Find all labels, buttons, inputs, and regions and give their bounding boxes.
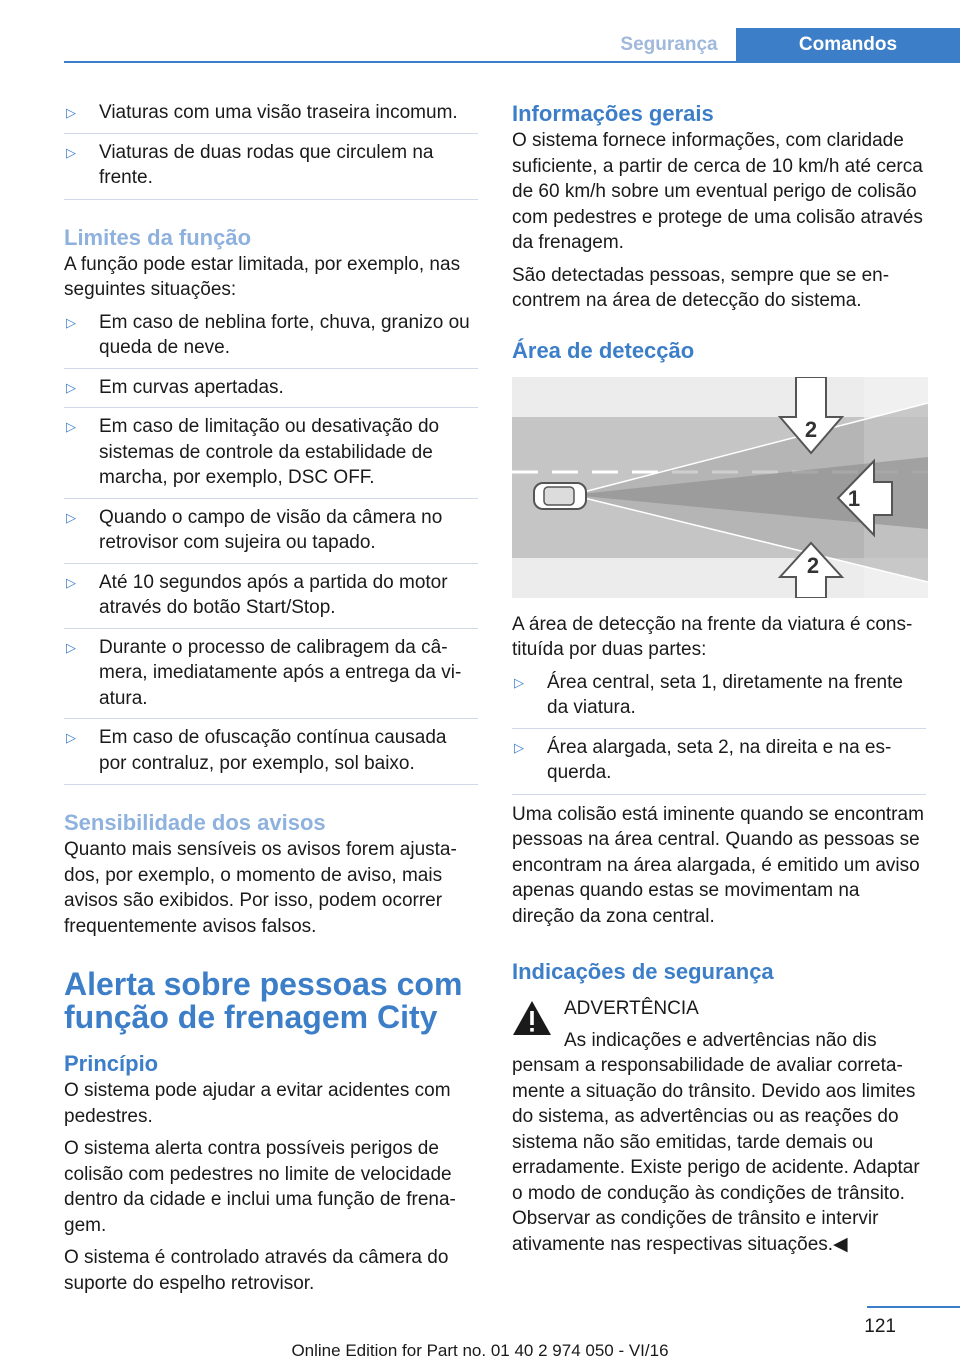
list-item: ▷ Quando o campo de visão da câmera no retrovisor com sujeira ou tapado. [64,498,478,556]
principle-p1: O sistema pode ajudar a evitar acidentes com pedestres. [64,1080,451,1127]
principle-p2: O sistema alerta contra possíveis perigos de colisão com pedestres no limite de velocidade dentro da cidade e inclui uma função de frenagem. [64,1138,456,1236]
warning-label: ADVERTÊNCIA [564,998,699,1019]
list-item: ▷ Em caso de limitação ou desativação do sistemas de controle da estabilidade de marcha, por exemplo, DSC OFF. [64,407,478,491]
left-column [64,100,478,1303]
list-item: ▷ Até 10 segundos após a partida do motor através do botão Start/Stop. [64,563,478,621]
list-item: ▷ Em caso de ofuscação contínua causada por contraluz, por exemplo, sol baixo. [64,718,478,785]
list-item: ▷ Viaturas de duas rodas que circulem na frente. [64,133,478,200]
section-heading-safety: Indicações de segurança [512,959,774,984]
warning-text: pensam a responsabilidade de avaliar corretamente a situação do trânsito. Devido aos limites do sistema, as advertências ou as reações do sistema não são emitidas, tarde demais ou erradamente. Existe perigo de acidente. Adaptar o modo de condução às condições de trânsito. Observar as condições de trânsito e intervir ativamente nas respectivas situações.◀ [512,1055,920,1255]
section-heading-info: Informações gerais [512,101,714,126]
section-heading-area: Área de detecção [512,337,695,363]
list-item: ▷ Área central, seta 1, diretamente na frente da viatura. [512,670,926,721]
header-rule [64,61,960,63]
section-heading-principle: Princípio [64,1051,159,1076]
edition-footer: Online Edition for Part no. 01 40 2 974 050 - VI/16 [291,1341,669,1360]
section-heading-limits: Limites da função [64,224,252,250]
sensitivity-text: Quanto mais sensíveis os avisos forem ajustados, por exemplo, o momento de aviso, mais avisos são exibidos. Por isso, podem ocorrer frequentemente avisos falsos. [64,839,457,937]
right-column [512,100,926,1264]
info-p2: São detectadas pessoas, sempre que se encontrem na área de detecção do sistema. [512,264,890,311]
list-item: ▷ Viaturas com uma visão traseira incomum. [64,100,478,126]
principle-p3: O sistema é controlado através da câmera do suporte do espelho retrovisor. [64,1247,449,1294]
warning-triangle-icon [512,1000,552,1036]
limits-intro: A função pode estar limitada, por exemplo, nas seguintes situações: [64,253,461,300]
list-item: ▷ Área alargada, seta 2, na direita e na esquerda. [512,728,926,795]
arrow-1-label: 1 [847,485,861,511]
list-item: ▷ Durante o processo de calibragem da câmera, imediatamente após a entrega da viatura. [64,628,478,712]
detection-area-figure [512,377,928,598]
detection-area-illustration [512,377,928,598]
tab-comandos[interactable]: Comandos [736,28,960,62]
warning-block [512,996,926,1053]
car-icon [534,483,586,509]
area-p2: Uma colisão está iminente quando se encontram pessoas na área central. Quando as pessoas se encontram na área alargada, é emitido um aviso apenas quando estas se movimentam na direção da zona central. [512,803,924,927]
header-tabs [602,28,960,62]
arrow-2-top-label: 2 [804,416,818,442]
list-item: ▷ Em caso de neblina forte, chuva, granizo ou queda de neve. [64,310,478,361]
area-p1: A área de detecção na frente da viatura é constituída por duas partes: [512,613,913,660]
list-item: ▷ Em curvas apertadas. [64,368,478,401]
section-heading-sensitivity: Sensibilidade dos avisos [64,810,326,835]
warning-first-line: As indicações e advertências não dis [564,1029,877,1051]
footer-rule [867,1306,960,1308]
arrow-2-bottom-label: 2 [806,552,820,578]
page-number: 121 [864,1316,896,1337]
chapter-heading: Alerta sobre pessoas com função de frenagem City [64,966,463,1035]
info-p1: O sistema fornece informações, com claridade suficiente, a partir de cerca de 10 km/h até cerca de 60 km/h sobre um eventual perigo de colisão com pedestres e protege de uma colisão através da frenagem. [512,130,923,253]
tab-seguranca[interactable]: Segurança [620,34,718,55]
